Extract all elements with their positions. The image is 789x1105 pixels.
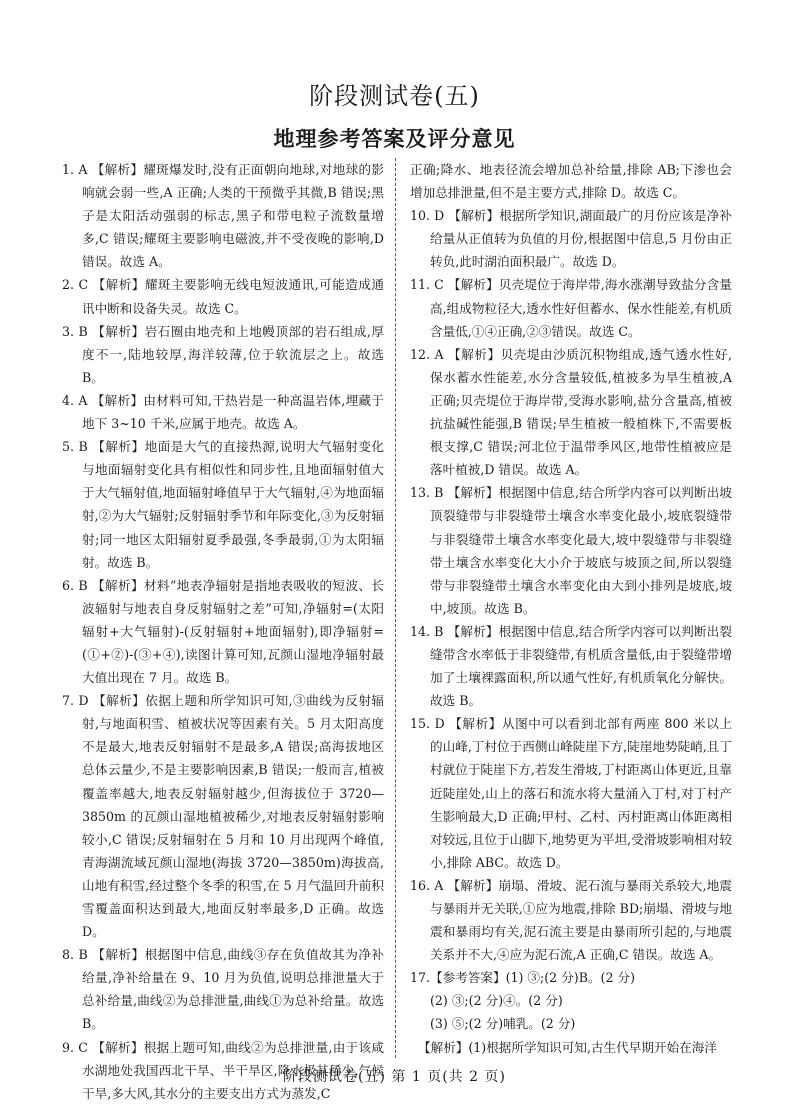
page-subtitle: 地理参考答案及评分意见 [273, 127, 516, 151]
answer-item-17-part3: (3) ⑤;(2 分)哺乳。(2 分) [430, 1016, 576, 1032]
answer-item-4: 4. A 【解析】由材料可知,干热岩是一种高温岩体,埋藏于地下 3~10 千米,应属于地壳。故选 A。 [62, 392, 384, 432]
answer-item-17-lead: 17.【参考答案】(1) ③;(2 分)B。(2 分) [410, 970, 635, 986]
answer-item-12: 12. A 【解析】贝壳堤由沙质沉积物组成,透气透水性好,保水蓄水性能差,水分含量较低,植被多为旱生植被,A 正确;贝壳堤位于海岸带,受海水影响,盐分含量高,植被抗盐碱性能强,B 错误;旱生植被一般植株下,不需要板根支撑,C 错误;河北位于温带季风区,地带性植被应是落叶植被,D 错误。故选 A。 [410, 346, 732, 478]
answer-item-1: 1. A 【解析】耀斑爆发时,没有正面朝向地球,对地球的影响就会弱一些,A 正确;人类的干预微乎其微,B 错误;黑子是太阳活动强弱的标志,黑子和带电粒子流数量增多,C 错误;耀斑主要影响电磁波,并不受夜晚的影响,D 错误。故选 A。 [62, 162, 384, 270]
left-column [62, 158, 384, 1105]
answer-item-11: 11. C 【解析】贝壳堤位于海岸带,海水涨潮导致盐分含量高,组成物粒径大,透水性好但蓄水、保水性能差,有机质含量低,①④正确,②③错误。故选 C。 [410, 277, 732, 339]
answer-item-5: 5. B 【解析】地面是大气的直接热源,说明大气辐射变化与地面辐射变化具有相似性和同步性,且地面辐射值大于大气辐射值,地面辐射峰值早于大气辐射,④为地面辐射,②为大气辐射;反射辐射季节和年际变化,③为反射辐射;同一地区太阳辐射夏季最强,冬季最弱,①为太阳辐射。故选 B。 [62, 439, 384, 570]
answer-item-17-part2: (2) ③;(2 分)④。(2 分) [430, 993, 563, 1009]
answer-item-2: 2. C 【解析】耀斑主要影响无线电短波通讯,可能造成通讯中断和设备失灵。故选 C。 [62, 277, 384, 316]
answer-item-16: 16. A 【解析】崩塌、滑坡、泥石流与暴雨关系较大,地震与暴雨并无关联,①应为地震,排除 BD;崩塌、滑坡与地震和暴雨均有关,泥石流主要是由暴雨所引起的,与地震关系并不大,④应为泥石流,A 正确,C 错误。故选 A。 [410, 877, 732, 963]
answer-item-6: 6. B 【解析】材料“地表净辐射是指地表吸收的短波、长波辐射与地表自身反射辐射之差”可知,净辐射=(太阳辐射+大气辐射)-(反射辐射+地面辐射),即净辐射=(①+②)-(③+④),读图计算可知,瓦颜山湿地净辐射最大值出现在 7 月。故选 B。 [62, 577, 384, 686]
answer-item-10: 10. D 【解析】根据所学知识,湖面最广的月份应该是净补给量从正值转为负值的月份,根据图中信息,5 月份由正转负,此时湖泊面积最广。故选 D。 [410, 208, 732, 270]
page-footer: 阶段测试卷(五) 第 1 页(共 2 页) [283, 1069, 506, 1085]
answer-item-13: 13. B 【解析】根据图中信息,结合所学内容可以判断出坡顶裂缝带与非裂缝带土壤含水率变化最小,坡底裂缝带与非裂缝带土壤含水率变化最大,坡中裂缝带与非裂缝带土壤含水率变化大小介于坡底与坡顶之间,所以裂缝带与非裂缝带土壤含水率变化由大到小排列是坡底,坡中,坡顶。故选 B。 [410, 485, 732, 616]
answer-item-9-continued: 正确;降水、地表径流会增加总补给量,排除 AB;下渗也会增加总排泄量,但不是主要方式,排除 D。故选 C。 [410, 162, 732, 201]
answer-item-9: 9. C 【解析】根据上题可知,曲线②为总排泄量,由于该咸水湖地处我国西北干旱、半干旱区,降水极其稀少,气候干旱,多大风,其水分的主要支出方式为蒸发,C [62, 1039, 384, 1101]
answer-item-8: 8. B 【解析】根据图中信息,曲线③存在负值故其为净补给量,净补给量在 9、10 月为负值,说明总排泄量大于总补给量,曲线②为总排泄量,曲线①为总补给量。故选 B。 [62, 947, 384, 1032]
answer-item-17-analysis: 【解析】(1)根据所学知识可知,古生代早期开始在海洋 [418, 1039, 717, 1055]
answer-item-7: 7. D 【解析】依据上题和所学知识可知,③曲线为反射辐射,与地面积雪、植被状况等因素有关。5 月太阳高度不是最大,地表反射辐射不是最多,A 错误;高海拔地区总体云量少,不是主要影响因素,B 错误;一般而言,植被覆盖率越大,地表反射辐射越少,但海拔位于 3720—3850m 的瓦颜山湿地植被稀少,对地表反射辐射影响较小,C 错误;反射辐射在 5 月和 10 月出现两个峰值,青海湖流域瓦颜山湿地(海拔 3720—3850m)海拔高,山地有积雪,经过整个冬季的积雪,在 5 月气温回升前积雪覆盖面积达到最大,地面反射率最多,D 正确。故选 D。 [62, 693, 384, 940]
column-divider [395, 158, 396, 1058]
answer-item-14: 14. B 【解析】根据图中信息,结合所学内容可以判断出裂缝带含水率低于非裂缝带,有机质含量低,由于裂缝带增加了土壤裸露面积,所以通气性好,有机质氧化分解快。故选 B。 [410, 623, 732, 709]
answer-item-15: 15. D 【解析】从图中可以看到北部有两座 800 米以上的山峰,丁村位于西侧山峰陡崖下方,陡崖地势陡峭,且丁村就位于陡崖下方,若发生滑坡,丁村距离山体更近,且靠近陡崖处,山上的落石和流水将大量涌入丁村,对丁村产生影响最大,D 正确;甲村、乙村、丙村距离山体距离相对较远,且位于山脚下,地势更为平坦,受滑坡影响相对较小,排除 ABC。故选 D。 [410, 716, 732, 870]
answer-item-3: 3. B 【解析】岩石圈由地壳和上地幔顶部的岩石组成,厚度不一,陆地较厚,海洋较薄,位于软流层之上。故选 B。 [62, 323, 384, 385]
page-title: 阶段测试卷(五) [309, 82, 480, 110]
right-column [410, 158, 732, 1059]
